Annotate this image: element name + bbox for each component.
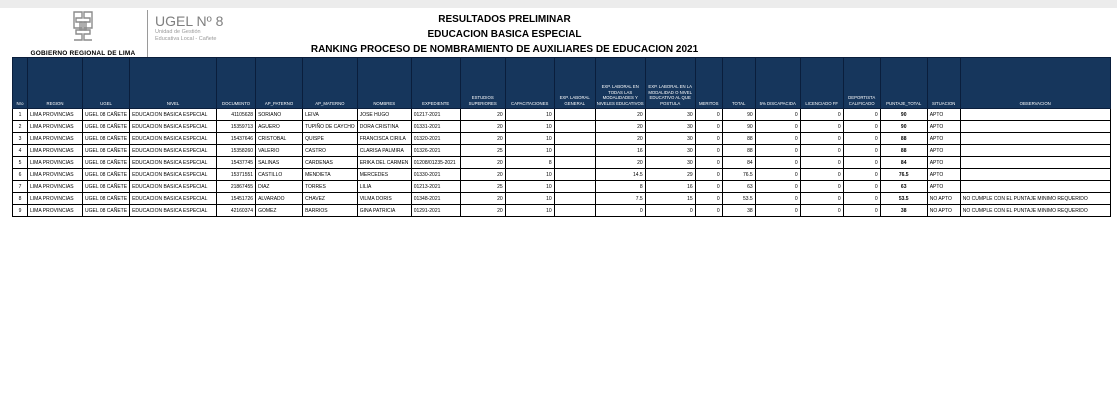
table-cell: EDUCACION BASICA ESPECIAL (130, 157, 217, 169)
table-cell: EDUCACION BASICA ESPECIAL (130, 109, 217, 121)
table-row (13, 157, 1111, 169)
table-cell: 10 (505, 193, 554, 205)
table-cell: NO APTO (927, 205, 960, 217)
table-cell: 30 (645, 133, 695, 145)
column-header: LICENCIADO FF (800, 58, 843, 109)
ranking-table (12, 57, 1111, 217)
table-cell: 53.5 (722, 193, 755, 205)
table-cell: 30 (645, 109, 695, 121)
table-cell: 01348-2021 (411, 193, 460, 205)
table-cell: AGUERO (256, 121, 303, 133)
table-cell: 20 (595, 157, 645, 169)
table-cell: 0 (800, 193, 843, 205)
table-cell: 15359713 (217, 121, 256, 133)
table-cell: 0 (755, 193, 800, 205)
table-cell: 29 (645, 169, 695, 181)
table-cell: 0 (800, 109, 843, 121)
table-cell: LEIVA (303, 109, 358, 121)
table-cell (554, 193, 595, 205)
table-cell: EDUCACION BASICA ESPECIAL (130, 145, 217, 157)
column-header: 5% DISCAPACIDA (755, 58, 800, 109)
table-cell: LIMA PROVINCIAS (28, 109, 83, 121)
table-cell: APTO (927, 121, 960, 133)
table-cell (554, 157, 595, 169)
table-row (13, 181, 1111, 193)
table-cell (554, 109, 595, 121)
column-header: SITUACION (927, 58, 960, 109)
table-cell: 0 (800, 181, 843, 193)
column-header: OBSERVACION (960, 58, 1110, 109)
table-row (13, 133, 1111, 145)
table-cell: 4 (13, 145, 28, 157)
table-cell: 0 (755, 109, 800, 121)
table-cell: 20 (460, 133, 505, 145)
table-cell (960, 121, 1110, 133)
table-cell: LIMA PROVINCIAS (28, 145, 83, 157)
table-cell: UGEL 08 CAÑETE (83, 193, 130, 205)
table-cell: UGEL 08 CAÑETE (83, 109, 130, 121)
table-cell: DORA CRISTINA (357, 121, 411, 133)
table-cell: UGEL 08 CAÑETE (83, 157, 130, 169)
document-titles (12, 12, 997, 57)
table-cell: 0 (695, 193, 722, 205)
title-line-3: RANKING PROCESO DE NOMBRAMIENTO DE AUXILIARES DE EDUCACION 2021 (310, 44, 699, 55)
table-cell: 16 (595, 145, 645, 157)
table-cell: LIMA PROVINCIAS (28, 205, 83, 217)
table-cell: UGEL 08 CAÑETE (83, 145, 130, 157)
table-cell: LIMA PROVINCIAS (28, 181, 83, 193)
table-cell: CLARISA PALMIRA (357, 145, 411, 157)
table-cell: 15 (645, 193, 695, 205)
table-cell: VILMA DORIS (357, 193, 411, 205)
table-cell: NO APTO (927, 193, 960, 205)
column-header: PUNTAJE_TOTAL (880, 58, 927, 109)
table-cell: 0 (843, 205, 880, 217)
table-cell (960, 169, 1110, 181)
column-header: TOTAL (722, 58, 755, 109)
table-cell: 15358260 (217, 145, 256, 157)
table-cell: GOMEZ (256, 205, 303, 217)
logo-caption: GOBIERNO REGIONAL DE LIMA (31, 50, 136, 60)
table-cell: 0 (800, 205, 843, 217)
table-cell: LIMA PROVINCIAS (28, 169, 83, 181)
table-cell: EDUCACION BASICA ESPECIAL (130, 169, 217, 181)
table-cell: 0 (755, 145, 800, 157)
table-cell: 3 (13, 133, 28, 145)
table-row (13, 193, 1111, 205)
table-cell: 0 (800, 169, 843, 181)
table-cell: VALERIO (256, 145, 303, 157)
table-cell (554, 169, 595, 181)
table-cell: TORRES (303, 181, 358, 193)
table-cell: 20 (595, 121, 645, 133)
table-cell: 38 (722, 205, 755, 217)
table-cell: 10 (505, 145, 554, 157)
table-cell: 8 (595, 181, 645, 193)
table-cell: CARDENAS (303, 157, 358, 169)
ranking-table-container (12, 57, 1111, 217)
table-cell: DIAZ (256, 181, 303, 193)
table-cell: 0 (843, 193, 880, 205)
table-row (13, 169, 1111, 181)
table-cell: MENDIETA (303, 169, 358, 181)
table-cell: 8 (505, 157, 554, 169)
table-cell: APTO (927, 181, 960, 193)
table-cell: UGEL 08 CAÑETE (83, 133, 130, 145)
table-cell: 0 (800, 145, 843, 157)
table-cell: 1 (13, 109, 28, 121)
table-cell: 14.5 (595, 169, 645, 181)
table-cell: 90 (722, 109, 755, 121)
table-header (13, 58, 1111, 109)
table-cell: 0 (695, 133, 722, 145)
table-cell: 0 (800, 157, 843, 169)
column-header: Nro (13, 58, 28, 109)
column-header: NIVEL (130, 58, 217, 109)
table-cell: 0 (843, 121, 880, 133)
title-line-1: RESULTADOS PRELIMINAR (438, 14, 571, 25)
table-row (13, 145, 1111, 157)
column-header: EXP. LABORAL EN LA MODALIDAD O NIVEL EDUCATIVO AL QUE POSTULA (645, 58, 695, 109)
column-header: AP_PATERNO (256, 58, 303, 109)
table-cell: 10 (505, 205, 554, 217)
table-cell: 10 (505, 133, 554, 145)
column-header: NOMBRES (357, 58, 411, 109)
table-cell: 5 (13, 157, 28, 169)
column-header: MERITOS (695, 58, 722, 109)
table-cell (960, 181, 1110, 193)
table-cell: 88 (722, 145, 755, 157)
table-cell: 0 (843, 145, 880, 157)
window-top-edge (0, 0, 1117, 8)
table-cell: 90 (880, 109, 927, 121)
table-cell: 20 (460, 193, 505, 205)
table-cell: 01330-2021 (411, 169, 460, 181)
table-cell: TUPIÑO DE CAYCHO (303, 121, 358, 133)
table-cell: APTO (927, 109, 960, 121)
table-cell: 88 (880, 133, 927, 145)
table-cell: LIMA PROVINCIAS (28, 133, 83, 145)
table-row (13, 121, 1111, 133)
table-cell: CASTILLO (256, 169, 303, 181)
table-cell: 0 (843, 157, 880, 169)
table-cell: 0 (695, 205, 722, 217)
table-cell: 0 (695, 109, 722, 121)
table-cell: 20 (595, 133, 645, 145)
table-cell: 0 (645, 205, 695, 217)
table-cell: 16 (645, 181, 695, 193)
table-cell: EDUCACION BASICA ESPECIAL (130, 205, 217, 217)
table-cell: UGEL 08 CAÑETE (83, 205, 130, 217)
table-cell: 30 (645, 121, 695, 133)
table-cell: LIMA PROVINCIAS (28, 157, 83, 169)
table-cell: 21867455 (217, 181, 256, 193)
table-cell: 0 (800, 133, 843, 145)
table-cell (554, 133, 595, 145)
table-cell: 0 (843, 181, 880, 193)
table-cell: ALVARADO (256, 193, 303, 205)
table-cell: GINA PATRICIA (357, 205, 411, 217)
table-cell: 38 (880, 205, 927, 217)
table-cell: 53.5 (880, 193, 927, 205)
column-header: EXPEDIENTE (411, 58, 460, 109)
table-cell: 0 (695, 121, 722, 133)
column-header: ESTUDIOS SUPERIORES (460, 58, 505, 109)
table-cell: EDUCACION BASICA ESPECIAL (130, 121, 217, 133)
table-cell: APTO (927, 133, 960, 145)
table-cell: 10 (505, 109, 554, 121)
table-cell: 20 (460, 169, 505, 181)
table-cell: 30 (645, 145, 695, 157)
table-cell: 0 (843, 169, 880, 181)
table-cell: SORIANO (256, 109, 303, 121)
table-cell: UGEL 08 CAÑETE (83, 169, 130, 181)
table-cell: 0 (755, 133, 800, 145)
ugel-subtitle-line2: Educativa Local - Cañete (155, 36, 217, 42)
table-cell: APTO (927, 169, 960, 181)
table-cell: 76.5 (880, 169, 927, 181)
table-cell: 0 (695, 157, 722, 169)
table-cell: 0 (755, 205, 800, 217)
table-cell (554, 121, 595, 133)
table-cell: 76.5 (722, 169, 755, 181)
table-cell: LILIA (357, 181, 411, 193)
table-cell: 90 (880, 121, 927, 133)
table-cell: 0 (695, 145, 722, 157)
table-cell: 0 (800, 121, 843, 133)
table-cell: 10 (505, 121, 554, 133)
table-cell: 88 (722, 133, 755, 145)
table-row (13, 109, 1111, 121)
table-cell: 88 (880, 145, 927, 157)
table-cell: 25 (460, 181, 505, 193)
table-cell: APTO (927, 157, 960, 169)
table-cell: 0 (755, 157, 800, 169)
table-cell: EDUCACION BASICA ESPECIAL (130, 133, 217, 145)
table-cell: 0 (755, 181, 800, 193)
table-cell: 2 (13, 121, 28, 133)
table-cell: 84 (880, 157, 927, 169)
table-body (13, 109, 1111, 217)
table-cell: 63 (880, 181, 927, 193)
table-header-row (13, 58, 1111, 109)
table-cell: NO CUMPLE CON EL PUNTAJE MINIMO REQUERIDO (960, 193, 1110, 205)
table-cell: CASTRO (303, 145, 358, 157)
table-cell: SALINAS (256, 157, 303, 169)
table-cell (960, 157, 1110, 169)
table-cell: LIMA PROVINCIAS (28, 193, 83, 205)
table-cell: 01291-2021 (411, 205, 460, 217)
table-cell (554, 181, 595, 193)
table-cell: 0 (595, 205, 645, 217)
table-cell: 0 (695, 181, 722, 193)
table-cell: APTO (927, 145, 960, 157)
table-cell: FRANCISCA CIRILA (357, 133, 411, 145)
table-cell: 20 (460, 121, 505, 133)
column-header: UGEL (83, 58, 130, 109)
table-cell: 0 (843, 109, 880, 121)
column-header: DEPORTISTA CALIFICADO (843, 58, 880, 109)
table-cell: 01320-2021 (411, 133, 460, 145)
table-cell: 10 (505, 169, 554, 181)
table-cell: 20 (460, 205, 505, 217)
table-cell: 9 (13, 205, 28, 217)
column-header: EXP. LABORAL GENERAL (554, 58, 595, 109)
table-cell: 84 (722, 157, 755, 169)
table-cell: 0 (755, 121, 800, 133)
table-cell: 15437646 (217, 133, 256, 145)
table-cell (960, 133, 1110, 145)
table-cell: 20 (460, 157, 505, 169)
table-cell: ERIKA DEL CARMEN (357, 157, 411, 169)
table-cell: 01326-2021 (411, 145, 460, 157)
column-header: AP_MATERNO (303, 58, 358, 109)
table-cell: 42160374 (217, 205, 256, 217)
table-cell: 25 (460, 145, 505, 157)
table-cell (554, 145, 595, 157)
table-cell: 8 (13, 193, 28, 205)
table-cell: 0 (843, 133, 880, 145)
table-cell: 15371551 (217, 169, 256, 181)
table-cell: 01213-2021 (411, 181, 460, 193)
table-row (13, 205, 1111, 217)
ugel-subtitle-line1: Unidad de Gestión (155, 29, 201, 35)
table-cell: 7 (13, 181, 28, 193)
table-cell (554, 205, 595, 217)
table-cell: 20 (595, 109, 645, 121)
table-cell: 90 (722, 121, 755, 133)
table-cell: 0 (755, 169, 800, 181)
table-cell: 15437745 (217, 157, 256, 169)
table-cell: 15451726 (217, 193, 256, 205)
table-cell: UGEL 08 CAÑETE (83, 181, 130, 193)
letterhead (0, 8, 1117, 58)
table-cell: CRISTOBAL (256, 133, 303, 145)
column-header: REGION (28, 58, 83, 109)
table-cell: 0 (695, 169, 722, 181)
column-header: EXP. LABORAL EN TODAS LAS MODALIDADES Y NIVELES EDUCATIVOS (595, 58, 645, 109)
table-cell: MERCEDES (357, 169, 411, 181)
table-cell: BARRIOS (303, 205, 358, 217)
table-cell: 63 (722, 181, 755, 193)
table-cell (960, 109, 1110, 121)
table-cell: UGEL 08 CAÑETE (83, 121, 130, 133)
table-cell: CHAVEZ (303, 193, 358, 205)
ugel-title: UGEL Nº 8 (155, 13, 224, 29)
table-cell: 01217-2021 (411, 109, 460, 121)
table-cell: EDUCACION BASICA ESPECIAL (130, 181, 217, 193)
table-cell: 41105628 (217, 109, 256, 121)
table-cell: LIMA PROVINCIAS (28, 121, 83, 133)
column-header: CAPACITACIONES (505, 58, 554, 109)
title-line-2: EDUCACION BASICA ESPECIAL (427, 29, 582, 40)
table-cell: 7.5 (595, 193, 645, 205)
table-cell: QUISPE (303, 133, 358, 145)
table-cell: 30 (645, 157, 695, 169)
table-cell: 20 (460, 109, 505, 121)
table-cell: 6 (13, 169, 28, 181)
table-cell: JOSE HUGO (357, 109, 411, 121)
table-cell: 10 (505, 181, 554, 193)
table-cell: 01208/01235-2021 (411, 157, 460, 169)
column-header: DOCUMENTO (217, 58, 256, 109)
table-cell: EDUCACION BASICA ESPECIAL (130, 193, 217, 205)
table-cell: NO CUMPLE CON EL PUNTAJE MINIMO REQUERIDO (960, 205, 1110, 217)
table-cell: 01331-2021 (411, 121, 460, 133)
table-cell (960, 145, 1110, 157)
